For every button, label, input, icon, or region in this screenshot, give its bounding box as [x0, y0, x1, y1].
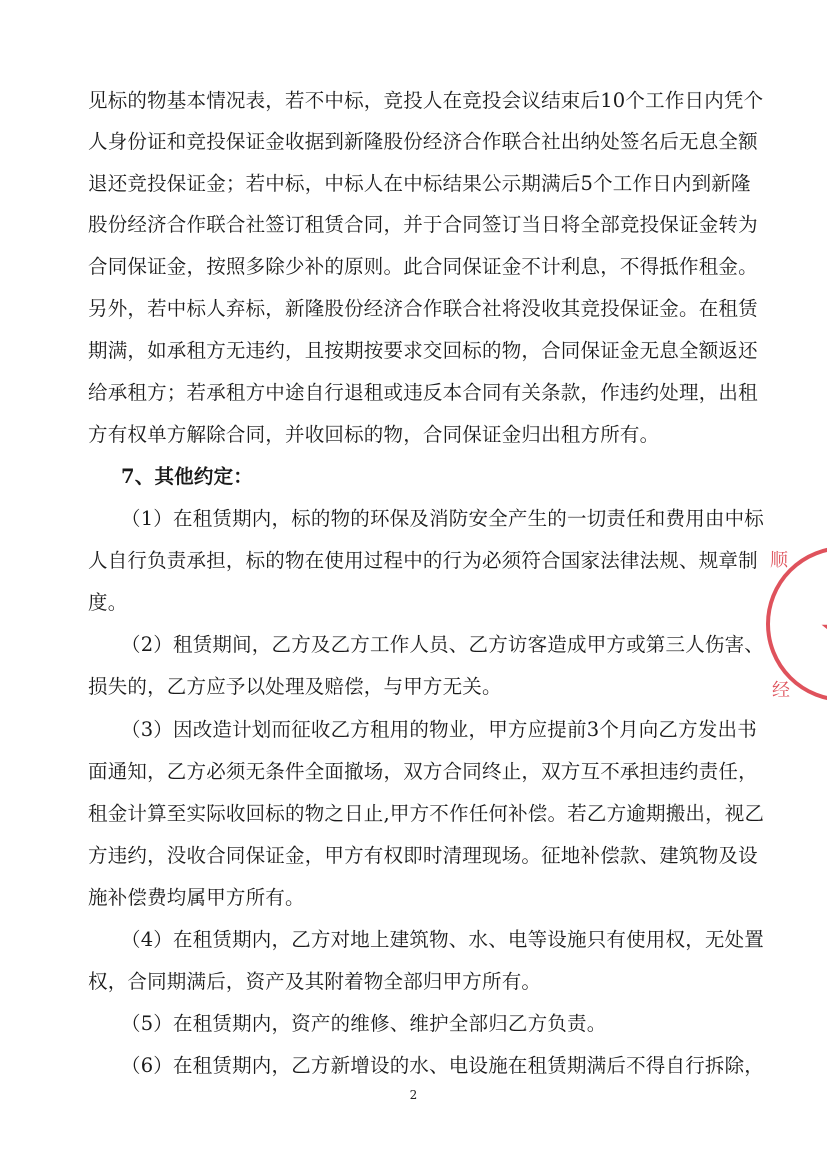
page-number: 2 — [409, 1088, 418, 1102]
body-line: 人身份证和竞投保证金收据到新隆股份经济合作联合社出纳处签名后无息全额 — [88, 130, 758, 153]
seal-text-top: 顺 — [770, 550, 788, 571]
clause-6-line: （6）在租赁期内，乙方新增设的水、电设施在租赁期满后不得自行拆除， — [121, 1054, 765, 1077]
clause-2-line: （2）租赁期间，乙方及乙方工作人员、乙方访客造成甲方或第三人伤害、 — [121, 633, 765, 656]
section-heading-other-agreements: 7、其他约定： — [121, 465, 253, 488]
clause-2-line: 损失的，乙方应予以处理及赔偿，与甲方无关。 — [88, 675, 502, 698]
clause-3-line: 租金计算至实际收回标的物之日止,甲方不作任何补偿。若乙方逾期搬出，视乙 — [88, 802, 765, 825]
clause-3-line: 方违约，没收合同保证金，甲方有权即时清理现场。征地补偿款、建筑物及设 — [88, 844, 758, 867]
clause-1-line: 人自行负责承担，标的物在使用过程中的行为必须符合国家法律法规、规章制 — [88, 549, 758, 572]
body-line: 另外，若中标人弃标，新隆股份经济合作联合社将没收其竞投保证金。在租赁 — [88, 297, 758, 320]
body-line: 给承租方；若承租方中途自行退租或违反本合同有关条款，作违约处理，出租 — [88, 381, 758, 404]
body-line: 见标的物基本情况表，若不中标，竞投人在竞投会议结束后10个工作日内凭个 — [88, 89, 764, 112]
clause-3-line: （3）因改造计划而征收乙方租用的物业，甲方应提前3个月向乙方发出书 — [121, 718, 757, 741]
body-line: 期满，如承租方无违约，且按期按要求交回标的物，合同保证金无息全额返还 — [88, 339, 758, 362]
seal-text-bottom: 经 — [772, 680, 790, 701]
clause-3-line: 面通知，乙方必须无条件全面撤场，双方合同终止，双方互不承担违约责任， — [88, 760, 758, 783]
clause-1-line: 度。 — [88, 591, 128, 614]
clause-3-line: 施补偿费均属甲方所有。 — [88, 886, 305, 909]
clause-1-line: （1）在租赁期内，标的物的环保及消防安全产生的一切责任和费用由中标 — [121, 507, 765, 530]
body-line: 合同保证金，按照多除少补的原则。此合同保证金不计利息，不得抵作租金。 — [88, 255, 758, 278]
body-line: 方有权单方解除合同，并收回标的物，合同保证金归出租方所有。 — [88, 423, 660, 446]
clause-5-line: （5）在租赁期内，资产的维修、维护全部归乙方负责。 — [121, 1012, 607, 1035]
body-line: 退还竞投保证金；若中标，中标人在中标结果公示期满后5个工作日内到新隆 — [88, 172, 751, 195]
red-seal-stamp-icon — [762, 536, 827, 716]
clause-4-line: （4）在租赁期内，乙方对地上建筑物、水、电等设施只有使用权，无处置 — [121, 928, 765, 951]
body-line: 股份经济合作联合社签订租赁合同，并于合同签订当日将全部竞投保证金转为 — [88, 213, 758, 236]
clause-4-line: 权，合同期满后，资产及其附着物全部归甲方所有。 — [88, 970, 542, 993]
